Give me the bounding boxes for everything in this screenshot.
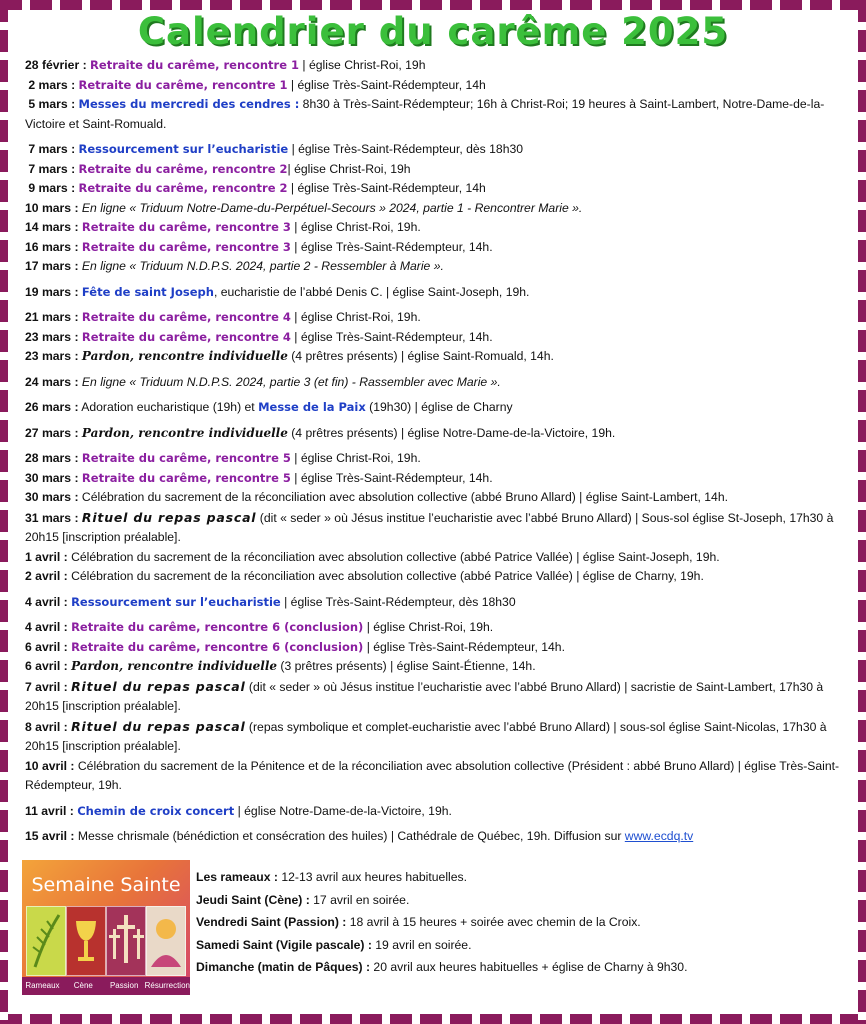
entry-details: | église Très-Saint-Rédempteur, 14h	[287, 181, 486, 195]
entry-event: Retraite du carême, rencontre 5	[81, 451, 291, 465]
entry-date: 7 mars :	[28, 161, 76, 176]
calendar-entry	[25, 508, 845, 548]
entry-date: 5 mars :	[28, 97, 76, 111]
entry-event: Retraite du carême, rencontre 3	[81, 220, 291, 234]
entry-date: 19 mars :	[25, 284, 79, 299]
entry-date: 23 mars :	[25, 329, 79, 344]
entry-details: | église Christ-Roi, 19h	[287, 161, 411, 176]
entry-date: 4 avril :	[25, 594, 68, 609]
calendar-entry	[25, 424, 845, 444]
holy-week-item	[196, 956, 836, 979]
holy-week-image-title: Semaine Sainte	[31, 874, 181, 896]
entry-details: (19h30) | église de Charny	[365, 400, 513, 414]
entry-event: Retraite du carême, rencontre 3	[81, 239, 291, 254]
entry-details: | église Très-Saint-Rédempteur, 14h.	[363, 639, 565, 654]
entry-date: 16 mars :	[25, 239, 79, 254]
entry-details: Célébration du sacrement de la réconciliation avec absolution collective (abbé Bruno Allard) | église Saint-Lambert, 14h.	[81, 490, 729, 504]
entry-details: Célébration du sacrement de la Pénitence et de la réconciliation avec absolution collective (Président : abbé Bruno Allard) | église Très-Saint-Rédempteur, 19h.	[25, 758, 840, 792]
calendar-list	[25, 56, 845, 847]
entry-event: Retraite du carême, rencontre 6 (conclusion)	[71, 639, 364, 654]
calendar-entry	[25, 140, 845, 160]
entry-event: Ressourcement sur l’eucharistie	[78, 142, 289, 156]
calendar-entry	[25, 283, 845, 303]
palm-tile	[26, 906, 66, 976]
calendar-entry	[25, 638, 845, 658]
entry-date: 10 mars :	[25, 200, 79, 215]
entry-event: Retraite du carême, rencontre 4	[81, 310, 291, 324]
calendar-entry	[25, 488, 845, 508]
entry-date: 11 avril :	[25, 803, 74, 818]
entry-details: | église Très-Saint-Rédempteur, dès 18h30	[280, 594, 516, 609]
chalice-tile	[66, 906, 106, 976]
resurrection-icon	[147, 907, 185, 975]
entry-details: | église Christ-Roi, 19h.	[290, 451, 421, 465]
entry-date: 24 mars :	[25, 374, 79, 389]
entry-details: | église Très-Saint-Rédempteur, 14h.	[290, 239, 493, 254]
entry-details: | église Christ-Roi, 19h.	[290, 220, 421, 234]
holy-week-list	[196, 866, 836, 979]
entry-date: 28 février :	[25, 58, 87, 72]
entry-event: Retraite du carême, rencontre 1	[90, 58, 300, 72]
entry-date: 31 mars :	[25, 510, 79, 525]
entry-details: En ligne « Triduum N.D.P.S. 2024, partie 2 - Ressembler à Marie ».	[81, 259, 444, 273]
entry-date: 15 avril :	[25, 829, 75, 843]
entry-event: Pardon, rencontre individuelle	[71, 659, 278, 673]
palm-icon	[27, 907, 65, 975]
calendar-entry	[25, 308, 845, 328]
entry-date: 14 mars :	[25, 220, 79, 234]
calendar-entry	[25, 95, 845, 134]
holy-week-item-text: 19 avril en soirée.	[371, 937, 472, 952]
calendar-entry	[25, 657, 845, 677]
entry-event: Retraite du carême, rencontre 2	[78, 181, 288, 195]
decorative-border-left	[0, 0, 8, 1024]
calendar-entry	[25, 257, 845, 277]
entry-date: 28 mars :	[25, 451, 79, 465]
entry-date: 6 avril :	[25, 639, 68, 654]
entry-details: | église Très-Saint-Rédempteur, dès 18h30	[288, 142, 524, 156]
chalice-icon	[67, 907, 105, 975]
holy-week-item-label: Vendredi Saint (Passion) :	[196, 915, 347, 930]
calendar-entry	[25, 328, 845, 348]
entry-date: 7 avril :	[25, 679, 68, 694]
decorative-border-bottom	[0, 1014, 866, 1024]
holy-week-label: Rameaux	[25, 981, 60, 990]
entry-details: 8h30 à Très-Saint-Rédempteur; 16h à Christ-Roi; 19 heures à Saint-Lambert, Notre-Dame-de-la-Victoire et Saint-Romuald.	[25, 97, 825, 131]
entry-event: Rituel du repas pascal	[81, 509, 257, 525]
calendar-entry	[25, 373, 845, 393]
entry-date: 2 mars :	[28, 77, 76, 92]
calendar-entry	[25, 347, 845, 367]
holy-week-item-text: 17 avril en soirée.	[309, 892, 410, 907]
holy-week-label: Cène	[73, 981, 93, 990]
entry-details: (repas symbolique et complet-eucharistie avec l’abbé Bruno Allard) | sous-sol église Saint-Nicolas, 17h30 à 20h15 [inscription préalable].	[25, 719, 827, 753]
entry-event: Rituel du repas pascal	[71, 678, 246, 694]
holy-week-item-text: 18 avril à 15 heures + soirée avec chemin de la Croix.	[346, 915, 641, 930]
entry-details: (dit « seder » où Jésus institue l’eucharistie avec l’abbé Bruno Allard) | Sous-sol église St-Joseph, 17h30 à 20h15 [inscription préalable].	[25, 510, 834, 544]
entry-details: | église Très-Saint-Rédempteur, 14h.	[290, 329, 493, 344]
holy-week-item-text: 12-13 avril aux heures habituelles.	[277, 870, 467, 884]
entry-date: 26 mars :	[25, 400, 79, 414]
calendar-entry	[25, 199, 845, 219]
ecdq-link[interactable]: www.ecdq.tv	[624, 829, 694, 843]
holy-week-item	[196, 911, 836, 934]
decorative-border-top	[0, 0, 866, 10]
holy-week-item-label: Samedi Saint (Vigile pascale) :	[196, 937, 372, 952]
entry-details: (4 prêtres présents) | église Notre-Dame-de-la-Victoire, 19h.	[287, 425, 616, 440]
holy-week-label: Passion	[109, 981, 139, 990]
decorative-border-right	[858, 0, 866, 1024]
holy-week-item	[196, 934, 836, 957]
entry-event: Retraite du carême, rencontre 5	[81, 470, 291, 485]
calendar-entry	[25, 238, 845, 258]
holy-week-item	[196, 889, 836, 912]
entry-date: 7 mars :	[28, 142, 76, 156]
calendar-entry	[25, 218, 845, 238]
entry-details: | église Très-Saint-Rédempteur, 14h.	[290, 470, 493, 485]
entry-event: Retraite du carême, rencontre 6 (conclusion)	[71, 620, 364, 634]
entry-details: Célébration du sacrement de la réconciliation avec absolution collective (abbé Patrice Vallée) | église de Charny, 19h.	[71, 569, 704, 583]
calendar-entry	[25, 567, 845, 587]
calendar-entry	[25, 56, 845, 76]
entry-event: Ressourcement sur l’eucharistie	[71, 594, 281, 609]
entry-event: Pardon, rencontre individuelle	[81, 349, 288, 363]
entry-details: | église Notre-Dame-de-la-Victoire, 19h.	[234, 803, 452, 818]
crosses-icon	[107, 907, 145, 975]
calendar-entry	[25, 548, 845, 568]
entry-details: , eucharistie de l’abbé Denis C. | église Saint-Joseph, 19h.	[213, 284, 530, 299]
entry-details: Célébration du sacrement de la réconciliation avec absolution collective (abbé Patrice Vallée) | église Saint-Joseph, 19h.	[71, 549, 720, 564]
calendar-entry	[25, 677, 845, 717]
entry-date: 9 mars :	[28, 181, 76, 195]
calendar-entry	[25, 398, 845, 418]
resurrection-tile	[146, 906, 186, 976]
entry-details: (3 prêtres présents) | église Saint-Étienne, 14h.	[277, 659, 536, 673]
entry-details: Messe chrismale (bénédiction et consécration des huiles) | Cathédrale de Québec, 19h. Diffusion sur	[77, 829, 625, 843]
entry-date: 1 avril :	[25, 549, 68, 564]
entry-date: 27 mars :	[25, 425, 79, 440]
holy-week-item-text: 20 avril aux heures habituelles + église de Charny à 9h30.	[370, 960, 688, 975]
entry-date: 8 avril :	[25, 719, 68, 734]
entry-date: 6 avril :	[25, 659, 68, 673]
calendar-entry	[25, 827, 845, 847]
entry-details: En ligne « Triduum Notre-Dame-du-Perpétuel-Secours » 2024, partie 1 - Rencontrer Marie ».	[81, 200, 583, 215]
entry-event: Messes du mercredi des cendres :	[78, 97, 300, 111]
entry-date: 30 mars :	[25, 470, 79, 485]
calendar-entry	[25, 717, 845, 757]
calendar-entry	[25, 802, 845, 822]
entry-date: 17 mars :	[25, 259, 79, 273]
holy-week-item-label: Dimanche (matin de Pâques) :	[196, 960, 371, 975]
entry-date: 2 avril :	[25, 569, 68, 583]
holy-week-item-label: Les rameaux :	[196, 870, 278, 884]
holy-week-labels	[22, 977, 190, 995]
calendar-entry	[25, 469, 845, 489]
entry-date: 4 avril :	[25, 620, 68, 634]
page-title: Calendrier du carême 2025	[137, 10, 729, 53]
entry-event: Messe de la Paix	[258, 400, 366, 414]
entry-prefix: Adoration eucharistique (19h) et	[81, 400, 259, 414]
entry-event: Retraite du carême, rencontre 2	[78, 161, 288, 176]
holy-week-item	[196, 866, 836, 889]
entry-event: Fête de saint Joseph	[81, 284, 214, 299]
entry-details: (4 prêtres présents) | église Saint-Romuald, 14h.	[287, 349, 554, 363]
calendar-entry	[25, 618, 845, 638]
entry-date: 10 avril :	[25, 758, 75, 773]
calendar-entry	[25, 76, 845, 96]
entry-event: Retraite du carême, rencontre 1	[78, 77, 288, 92]
entry-details: (dit « seder » où Jésus institue l’eucharistie avec l’abbé Bruno Allard) | sacristie de Saint-Lambert, 17h30 à 20h15 [inscription préalable].	[25, 679, 824, 713]
entry-date: 21 mars :	[25, 310, 79, 324]
entry-date: 23 mars :	[25, 349, 79, 363]
entry-details: | église Christ-Roi, 19h.	[363, 620, 494, 634]
entry-event: Chemin de croix concert	[77, 803, 235, 818]
holy-week-image	[22, 860, 190, 995]
entry-date: 30 mars :	[25, 490, 79, 504]
calendar-entry	[25, 160, 845, 180]
holy-week-label: Résurrection	[144, 981, 190, 990]
entry-details: | église Christ-Roi, 19h	[299, 58, 426, 72]
entry-event: Retraite du carême, rencontre 4	[81, 329, 291, 344]
calendar-entry	[25, 449, 845, 469]
holy-week-item-label: Jeudi Saint (Cène) :	[196, 892, 310, 907]
calendar-entry	[25, 179, 845, 199]
calendar-entry	[25, 593, 845, 613]
crosses-tile	[106, 906, 146, 976]
entry-details: | église Christ-Roi, 19h.	[290, 310, 421, 324]
entry-details: | église Très-Saint-Rédempteur, 14h	[287, 77, 486, 92]
calendar-entry	[25, 757, 845, 796]
entry-details: En ligne « Triduum N.D.P.S. 2024, partie 3 (et fin) - Rassembler avec Marie ».	[81, 374, 501, 389]
entry-event: Pardon, rencontre individuelle	[81, 425, 288, 440]
entry-event: Rituel du repas pascal	[71, 718, 246, 734]
